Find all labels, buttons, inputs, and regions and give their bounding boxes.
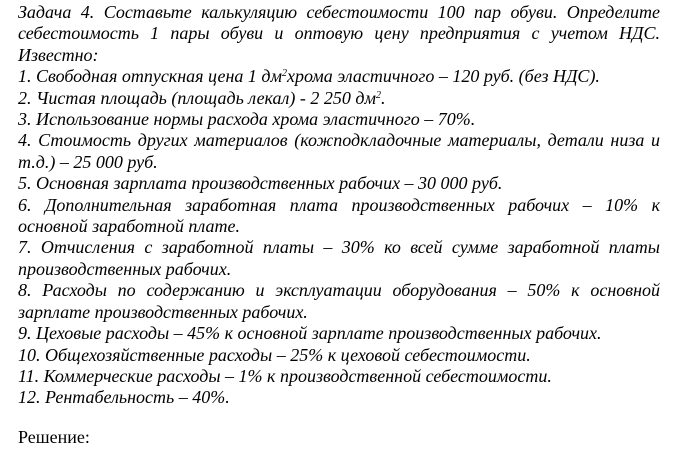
task-item-2-superscript: 2 [375, 89, 381, 101]
task-item-5: 5. Основная зарплата производственных рабочих – 30 000 руб. [18, 173, 503, 194]
solution-heading: Решение: [18, 427, 90, 447]
task-item-11: 11. Коммерческие расходы – 1% к производственной себестоимости. [18, 365, 552, 386]
task-item-1 [18, 66, 660, 87]
task-item-6: 6. Дополнительная заработная плата производственных рабочих – 10% к основной заработной плате. [18, 194, 660, 237]
task-item-4: 4. Стоимость других материалов (кожподкладочные материалы, детали низа и т.д.) – 25 000 руб. [18, 130, 660, 172]
task-item-10: 10. Общехозяйственные расходы – 25% к цеховой себестоимости. [18, 344, 531, 365]
task-item-9: 9. Цеховые расходы – 45% к основной зарплате производственных рабочих. [18, 323, 602, 344]
task-item-1-text-a: 1. Свободная отпускная цена 1 дм [18, 66, 282, 87]
task-item-2-text-a: 2. Чистая площадь (площадь лекал) - 2 250 дм [18, 87, 376, 108]
task-item-8: 8. Расходы по содержанию и эксплуатации оборудования – 50% к основной зарплате производственных рабочих. [18, 280, 660, 322]
task-item-1-superscript: 2 [281, 68, 287, 80]
problem-statement [18, 2, 660, 409]
task-item-2 [18, 88, 660, 109]
task-item-7: 7. Отчисления с заработной платы – 30% ко всей сумме заработной платы производственных рабочих. [18, 237, 660, 279]
task-item-2-text-b: . [380, 87, 386, 108]
task-item-1-text-b: хрома эластичного – 120 руб. (без НДС). [286, 66, 600, 87]
task-intro: Задача 4. Составьте калькуляцию себестоимости 100 пар обуви. Определите себестоимость 1 пары обуви и оптовую цену предприятия с учетом НДС. Известно: [18, 2, 660, 65]
task-item-12: 12. Рентабельность – 40%. [18, 387, 230, 408]
task-item-3: 3. Использование нормы расхода хрома эластичного – 70%. [18, 109, 476, 130]
